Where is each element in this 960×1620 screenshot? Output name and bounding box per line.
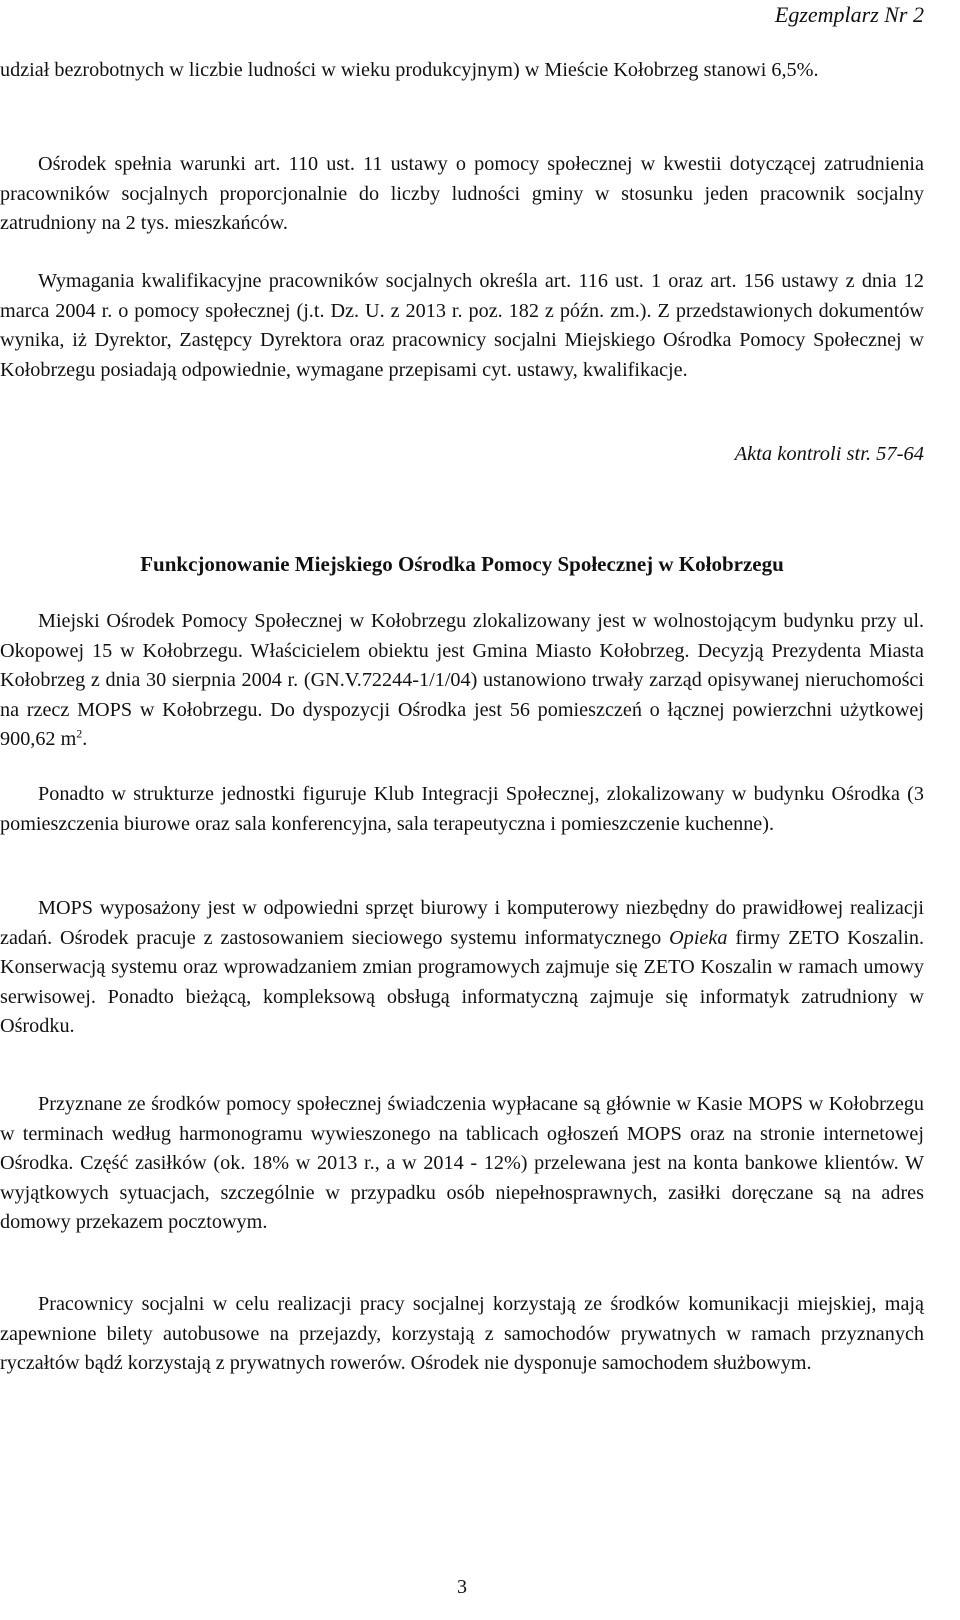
paragraph-qualifications: Wymagania kwalifikacyjne pracowników socjalnych określa art. 116 ust. 1 oraz art. 156 ustawy z dnia 12 marca 2004 r. o pomocy społecznej (j.t. Dz. U. z 2013 r. poz. 182 z późn. zm.). Z przedstawionych dokumentów wynika, iż Dyrektor, Zastępcy Dyrektora oraz pracownicy socjalni Miejskiego Ośrodka Pomocy Społecznej w Kołobrzegu posiadają odpowiednie, wymagane przepisami cyt. ustawy, kwalifikacje. — [0, 270, 924, 381]
paragraph-transport: Pracownicy socjalni w celu realizacji pracy socjalnej korzystają ze środków komunikacji miejskiej, mają zapewnione bilety autobusowe na przejazdy, korzystają z samochodów prywatnych w ramach przyznanych ryczałtów bądź korzystają z prywatnych rowerów. Ośrodek nie dysponuje samochodem służbowym. — [0, 1293, 924, 1375]
paragraph-kis: Ponadto w strukturze jednostki figuruje Klub Integracji Społecznej, zlokalizowany w budynku Ośrodka (3 pomieszczenia biurowe oraz sala konferencyjna, sala terapeutyczna i pomieszczenie kuchenne). — [0, 783, 924, 835]
paragraph-payments: Przyznane ze środków pomocy społecznej świadczenia wypłacane są głównie w Kasie MOPS w Kołobrzegu w terminach według harmonogramu wywieszonego na tablicach ogłoszeń MOPS oraz na stronie internetowej Ośrodka. Część zasiłków (ok. 18% w 2013 r., a w 2014 - 12%) przelewana jest na konta bankowe klientów. W wyjątkowych sytuacjach, szczególnie w przypadku osób niepełnosprawnych, zasiłki doręczane są na adres domowy przekazem pocztowym. — [0, 1093, 924, 1234]
paragraph-staffing: Ośrodek spełnia warunki art. 110 ust. 11 ustawy o pomocy społecznej w kwestii dotyczącej zatrudnienia pracowników socjalnych proporcjonalnie do liczby ludności gminy w stosunku jeden pracownik socjalny zatrudniony na 2 tys. mieszkańców. — [0, 153, 924, 235]
paragraph-unemployment: udział bezrobotnych w liczbie ludności w wieku produkcyjnym) w Mieście Kołobrzeg stanowi 6,5%. — [0, 59, 819, 81]
paragraph-equipment-a: MOPS wyposażony jest w odpowiedni sprzęt biurowy i komputerowy niezbędny do prawidłowej realizacji zadań. Ośrodek pracuje z zastosowaniem sieciowego systemu informatycznego — [0, 897, 924, 949]
paragraph-building-end: . — [82, 728, 88, 751]
paragraph-equipment — [0, 894, 924, 1042]
paragraph-building — [0, 607, 924, 755]
reference-note: Akta kontroli str. 57-64 — [734, 443, 924, 465]
section-heading: Funkcjonowanie Miejskiego Ośrodka Pomocy Społecznej w Kołobrzegu — [140, 552, 784, 576]
copy-number-label: Egzemplarz Nr 2 — [774, 2, 924, 27]
superscript: 2 — [76, 726, 83, 741]
system-name: Opieka — [669, 926, 728, 949]
paragraph-equipment-b: firmy ZETO Koszalin. Konserwacją systemu oraz wprowadzaniem zmian programowych zajmuje się ZETO Koszalin w ramach umowy serwisowej. Ponadto bieżącą, kompleksową obsługą informatyczną zajmuje się informatyk zatrudniony w Ośrodku. — [0, 926, 924, 1038]
page-number: 3 — [457, 1576, 467, 1598]
paragraph-building-text: Miejski Ośrodek Pomocy Społecznej w Kołobrzegu zlokalizowany jest w wolnostojącym budynku przy ul. Okopowej 15 w Kołobrzegu. Właścicielem obiektu jest Gmina Miasto Kołobrzeg. Decyzją Prezydenta Miasta Kołobrzeg z dnia 30 sierpnia 2004 r. (GN.V.72244-1/1/04) ustanowiono trwały zarząd opisywanej nieruchomości na rzecz MOPS w Kołobrzegu. Do dyspozycji Ośrodka jest 56 pomieszczeń o łącznej powierzchni użytkowej 900,62 m — [0, 610, 924, 751]
